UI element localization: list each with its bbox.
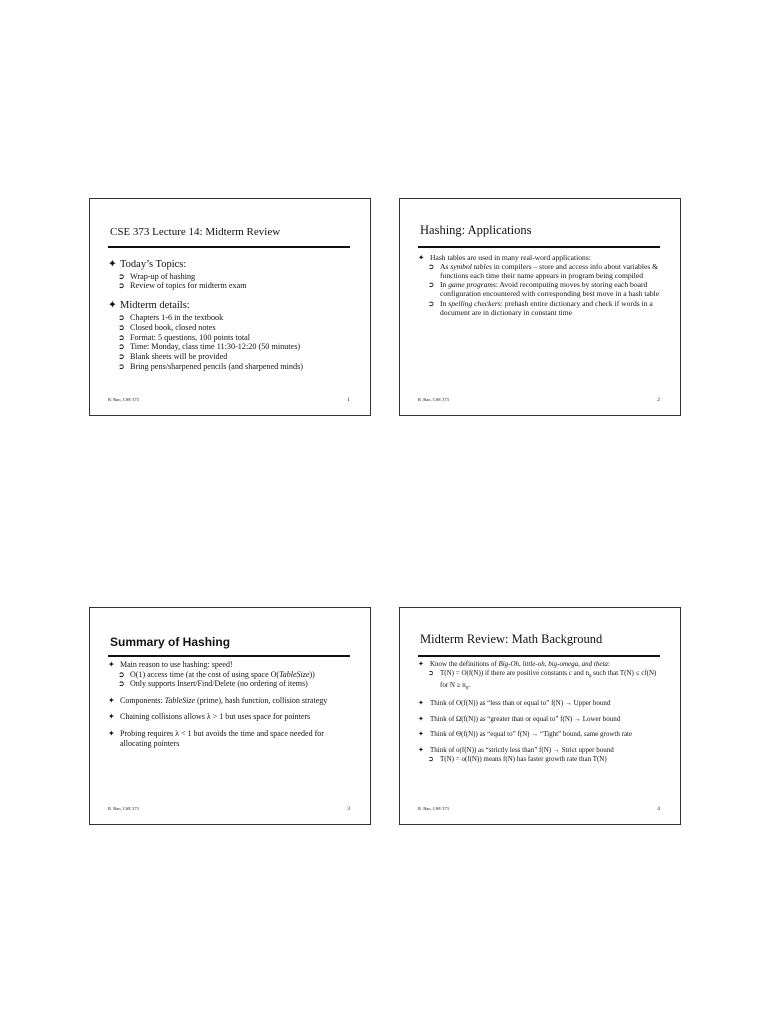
diamond-bullet-icon: ✦ [418, 699, 424, 708]
slide-number: 2 [657, 397, 660, 403]
diamond-bullet-icon: ✦ [108, 712, 115, 722]
arrow-bullet-icon: ➲ [118, 271, 125, 281]
sub-bullet: ➲ In game programs: Avoid recomputing moves by storing each board configuration encountered with corresponding best move in a hash table [428, 280, 660, 299]
bullet: ✦ Know the definitions of Big-Oh, little-oh, big-omega, and theta: [418, 660, 610, 668]
bullet: ✦ Main reason to use hashing: speed! [108, 660, 233, 669]
sub-bullet: ➲ Review of topics for midterm exam [118, 281, 247, 291]
arrow-bullet-icon: ➲ [118, 679, 125, 689]
title-rule [108, 246, 350, 248]
sub-bullet: ➲ Time: Monday, class time 11:30-12:20 (50 minutes) [118, 342, 301, 352]
bullet: ✦ Think of Θ(f(N)) as “equal to” f(N) → “Tight” bound, same growth rate [418, 730, 633, 739]
title-rule [418, 246, 660, 248]
arrow-bullet-icon: ➲ [428, 298, 435, 308]
diamond-bullet-icon: ✦ [418, 730, 424, 739]
arrow-bullet-icon: ➲ [428, 262, 435, 272]
arrow-bullet-icon: ➲ [118, 312, 125, 322]
bullet: ✦ Think of o(f(N)) as “strictly less than” f(N) → Strict upper bound [418, 745, 614, 754]
sub-bullet: ➲ Blank sheets will be provided [118, 352, 228, 362]
diamond-bullet-icon: ✦ [108, 259, 117, 270]
slide-body [108, 255, 356, 372]
slide-footer: R. Rao, CSE 373 [418, 397, 449, 402]
diamond-bullet-icon: ✦ [108, 300, 117, 312]
diamond-bullet-icon: ✦ [108, 660, 115, 669]
slide-number: 4 [657, 806, 660, 812]
diamond-bullet-icon: ✦ [418, 660, 424, 668]
arrow-bullet-icon: ➲ [118, 362, 125, 372]
diamond-bullet-icon: ✦ [418, 253, 425, 262]
sub-bullet: ➲ T(N) = o(f(N)) means f(N) has faster growth rate than T(N) [428, 755, 607, 764]
slide-footer: R. Rao, CSE 373 [108, 806, 139, 811]
sub-bullet: ➲ Only supports Insert/Find/Delete (no ordering of items) [118, 679, 308, 689]
slide-body [418, 660, 662, 765]
slide-title: Midterm Review: Math Background [420, 632, 603, 646]
sub-bullet: ➲ T(N) = O(f(N)) if there are positive constants c and $n_0$ such that T(N) ≤ cf(N) for $N \ge n_0$. [428, 669, 657, 692]
arrow-bullet-icon: ➲ [118, 352, 125, 362]
slide-footer: R. Rao, CSE 373 [108, 397, 139, 402]
slide-body [108, 660, 354, 755]
title-rule [108, 655, 350, 657]
sub-bullet: ➲ Closed book, closed notes [118, 322, 216, 332]
slide-1 [89, 198, 371, 416]
diamond-bullet-icon: ✦ [418, 745, 424, 754]
bullet: ✦ Probing requires λ < 1 but avoids the time and space needed for allocating pointers [108, 728, 324, 748]
slide-title: Hashing: Applications [420, 223, 532, 237]
diamond-bullet-icon: ✦ [108, 695, 115, 705]
sub-bullet: ➲ O(1) access time (at the cost of using space O(TableSize)) [118, 669, 315, 679]
bullet: ✦ Think of O(f(N)) as “less than or equal to” f(N) → Upper bound [418, 699, 611, 708]
title-rule [418, 655, 660, 657]
diamond-bullet-icon: ✦ [108, 728, 115, 738]
arrow-bullet-icon: ➲ [118, 322, 125, 332]
sub-bullet: ➲ Bring pens/sharpened pencils (and sharpened minds) [118, 362, 304, 372]
slide-title: Summary of Hashing [110, 635, 231, 649]
slide-2 [399, 198, 681, 416]
slide-number: 1 [347, 397, 350, 403]
arrow-bullet-icon: ➲ [428, 280, 435, 290]
bullet: ✦ Chaining collisions allows λ > 1 but uses space for pointers [108, 712, 311, 722]
sub-bullet: ➲ Chapters 1-6 in the textbook [118, 312, 224, 322]
bullet: ✦ Think of Ω(f(N)) as “greater than or equal to” f(N) → Lower bound [418, 714, 621, 723]
bullet: ✦ Today’s Topics: [108, 259, 187, 270]
arrow-bullet-icon: ➲ [428, 669, 434, 678]
bullet: ✦ Hash tables are used in many real-word applications: [418, 253, 591, 262]
bullet: ✦ Midterm details: [108, 300, 190, 312]
slide-body [418, 253, 662, 317]
arrow-bullet-icon: ➲ [118, 342, 125, 352]
arrow-bullet-icon: ➲ [118, 669, 125, 679]
sub-bullet: ➲ In spelling checkers: prehash entire dictionary and check if words in a document are in dictionary in constant time [428, 298, 653, 317]
arrow-bullet-icon: ➲ [428, 755, 434, 764]
slide-number: 3 [347, 806, 350, 812]
bullet: ✦ Components: TableSize (prime), hash function, collision strategy [108, 695, 328, 705]
slide-4 [399, 607, 681, 825]
slide-footer: R. Rao, CSE 373 [418, 806, 449, 811]
sub-bullet: ➲ As symbol tables in compilers – store and access info about variables & functions each time their name appears in program being compiled [428, 262, 659, 281]
arrow-bullet-icon: ➲ [118, 332, 125, 342]
slide-3 [89, 607, 371, 825]
arrow-bullet-icon: ➲ [118, 281, 125, 291]
slide-title: CSE 373 Lecture 14: Midterm Review [110, 226, 281, 238]
diamond-bullet-icon: ✦ [418, 714, 424, 723]
sub-bullet: ➲ Wrap-up of hashing [118, 271, 196, 281]
sub-bullet: ➲ Format: 5 questions, 100 points total [118, 332, 251, 342]
